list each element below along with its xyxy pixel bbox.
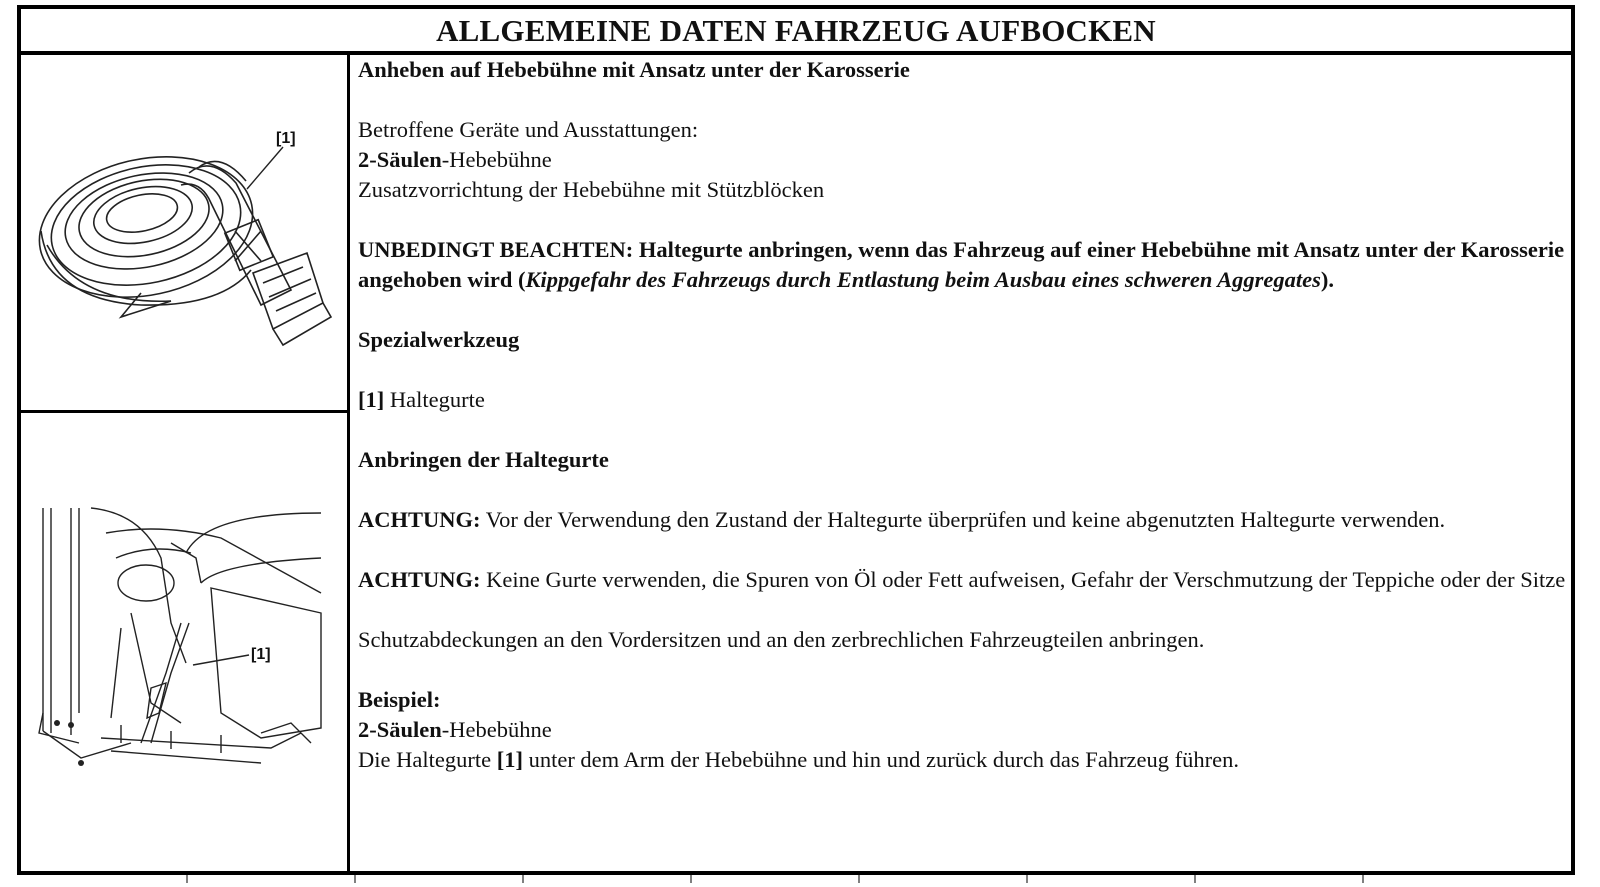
- tool-name: Haltegurte: [384, 387, 485, 412]
- equipment-item: Zusatzvorrichtung der Hebebühne mit Stützblöcken: [358, 177, 825, 202]
- example-item: [358, 715, 1568, 745]
- figure-lift: [21, 413, 347, 871]
- install-heading: Anbringen der Haltegurte: [358, 447, 609, 472]
- warning-paragraph: [358, 235, 1568, 295]
- caution-text: Keine Gurte verwenden, die Spuren von Öl oder Fett aufweisen, Gefahr der Verschmutzung der Teppiche oder der Sitze: [480, 567, 1566, 592]
- warning-italic: Kippgefahr des Fahrzeugs durch Entlastung beim Ausbau eines schweren Aggregates: [525, 267, 1321, 292]
- warning-text: UNBEDINGT BEACHTEN: Haltegurte anbringen, wenn das Fahrzeug auf einer Hebebühne mit Ansatz unter der Karosserie angehoben wird (: [358, 237, 1565, 292]
- bottom-ruler-ticks: [17, 875, 1575, 883]
- warning-end: ).: [1320, 267, 1335, 292]
- example-heading: Beispiel:: [358, 687, 441, 712]
- final-pre: Die Haltegurte: [358, 747, 497, 772]
- page-title: ALLGEMEINE DATEN FAHRZEUG AUFBOCKEN: [21, 9, 1571, 55]
- protection-note: Schutzabdeckungen an den Vordersitzen und an den zerbrechlichen Fahrzeugteilen anbringen.: [358, 627, 1205, 652]
- tool-item: [358, 385, 1568, 415]
- figure-strap: [21, 55, 347, 413]
- caution-label: ACHTUNG:: [358, 507, 481, 532]
- caution-label: ACHTUNG:: [358, 567, 481, 592]
- final-post: unter dem Arm der Hebebühne und hin und zurück durch das Fahrzeug führen.: [522, 747, 1239, 772]
- vehicle-lift-strap-illustration: [21, 413, 347, 868]
- callout-label: [1]: [251, 646, 271, 663]
- equipment-term-rest: -Hebebühne: [441, 147, 552, 172]
- example-term: 2-Säulen: [358, 717, 442, 742]
- strap-coil-illustration: [21, 55, 347, 410]
- final-ref: [1]: [496, 747, 523, 772]
- equipment-intro: Betroffene Geräte und Ausstattungen:: [358, 117, 699, 142]
- callout-label: [1]: [276, 130, 296, 147]
- special-tool-heading: Spezialwerkzeug: [358, 327, 520, 352]
- section-heading: Anheben auf Hebebühne mit Ansatz unter der Karosserie: [358, 57, 910, 82]
- caution-paragraph: [358, 565, 1568, 595]
- final-instruction: [358, 745, 1568, 775]
- caution-paragraph: [358, 505, 1568, 535]
- document-frame: [17, 5, 1575, 875]
- figure-column: [21, 55, 350, 871]
- example-term-rest: -Hebebühne: [441, 717, 552, 742]
- tool-ref: [1]: [358, 387, 385, 412]
- equipment-term: 2-Säulen: [358, 147, 442, 172]
- caution-text: Vor der Verwendung den Zustand der Haltegurte überprüfen und keine abgenutzten Haltegurte verwenden.: [480, 507, 1446, 532]
- instructions-text: [358, 55, 1568, 775]
- equipment-item: [358, 145, 1568, 175]
